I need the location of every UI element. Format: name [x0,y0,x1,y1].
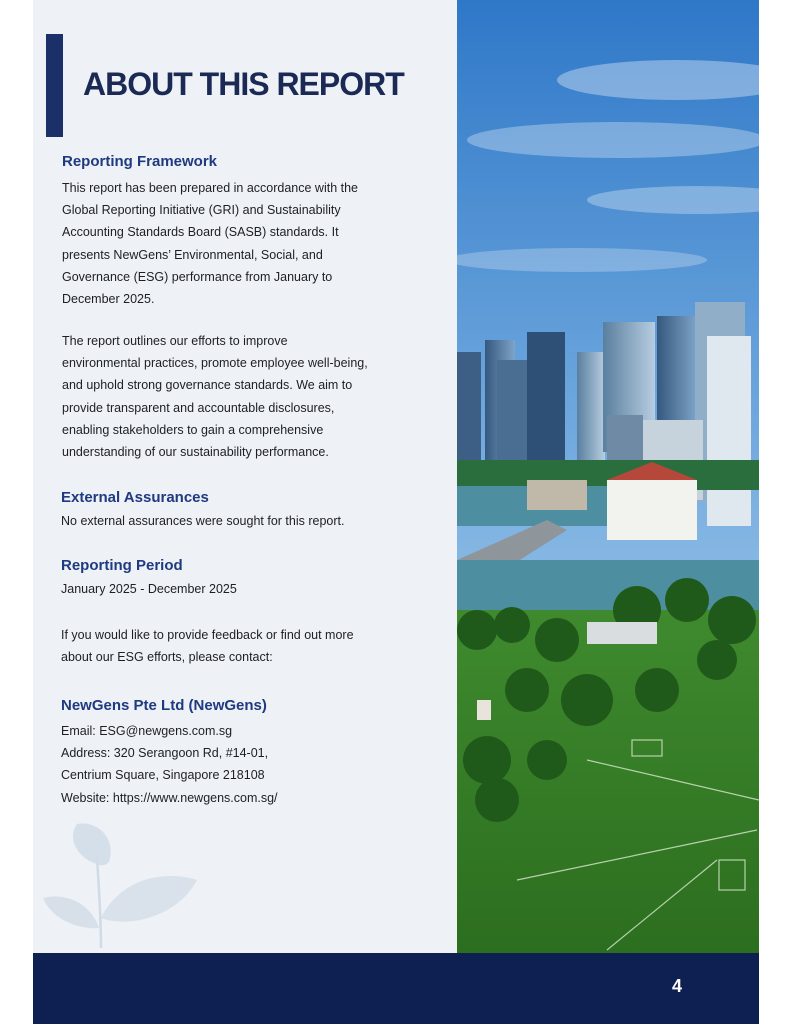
framework-paragraph-1 [62,177,358,310]
text-line: December 2025. [62,292,155,307]
assurance-text [61,510,344,532]
feedback-text [61,624,354,668]
heading-external-assurances: External Assurances [61,489,209,506]
title-accent-bar [46,34,63,137]
contact-email: Email: ESG@newgens.com.sg [61,724,233,738]
contact-address-line-1: Address: 320 Serangoon Rd, #14-01, [61,746,269,761]
heading-company-contact: NewGens Pte Ltd (NewGens) [61,697,267,714]
text-line: understanding of our sustainability performance. [62,445,329,460]
contact-address-line-2: Centrium Square, Singapore 218108 [61,768,265,783]
page-title: ABOUT THIS REPORT [83,66,404,102]
text-line: environmental practices, promote employee well-being, [62,356,368,371]
leaf-decoration-icon [37,818,207,958]
text-line: enabling stakeholders to gain a comprehensive [62,422,324,437]
text-line: presents NewGens’ Environmental, Social, and [62,247,323,262]
period-text [61,578,237,600]
heading-reporting-framework: Reporting Framework [62,153,218,170]
heading-reporting-period: Reporting Period [61,557,183,574]
contact-website: Website: https://www.newgens.com.sg/ [61,790,278,805]
footer-bar [33,953,759,1024]
framework-paragraph-2 [62,330,368,463]
page-number: 4 [672,976,683,996]
text-panel [33,0,457,953]
text-line: This report has been prepared in accordance with the [62,181,359,195]
text-line: If you would like to provide feedback or find out more [61,628,354,642]
text-line: Accounting Standards Board (SASB) standards. It [62,225,339,240]
city-park-photo [457,0,759,953]
text-line: No external assurances were sought for this report. [61,514,345,528]
text-line: and uphold strong governance standards. We aim to [62,378,353,393]
text-line: about our ESG efforts, please contact: [61,650,273,665]
text-line: Governance (ESG) performance from January to [62,269,333,284]
text-line: January 2025 - December 2025 [61,582,237,596]
text-line: Global Reporting Initiative (GRI) and Sustainability [62,203,341,218]
report-page [33,0,759,1024]
text-line: The report outlines our efforts to improve [62,334,288,348]
contact-details [61,720,278,809]
text-line: provide transparent and accountable disclosures, [62,400,335,415]
